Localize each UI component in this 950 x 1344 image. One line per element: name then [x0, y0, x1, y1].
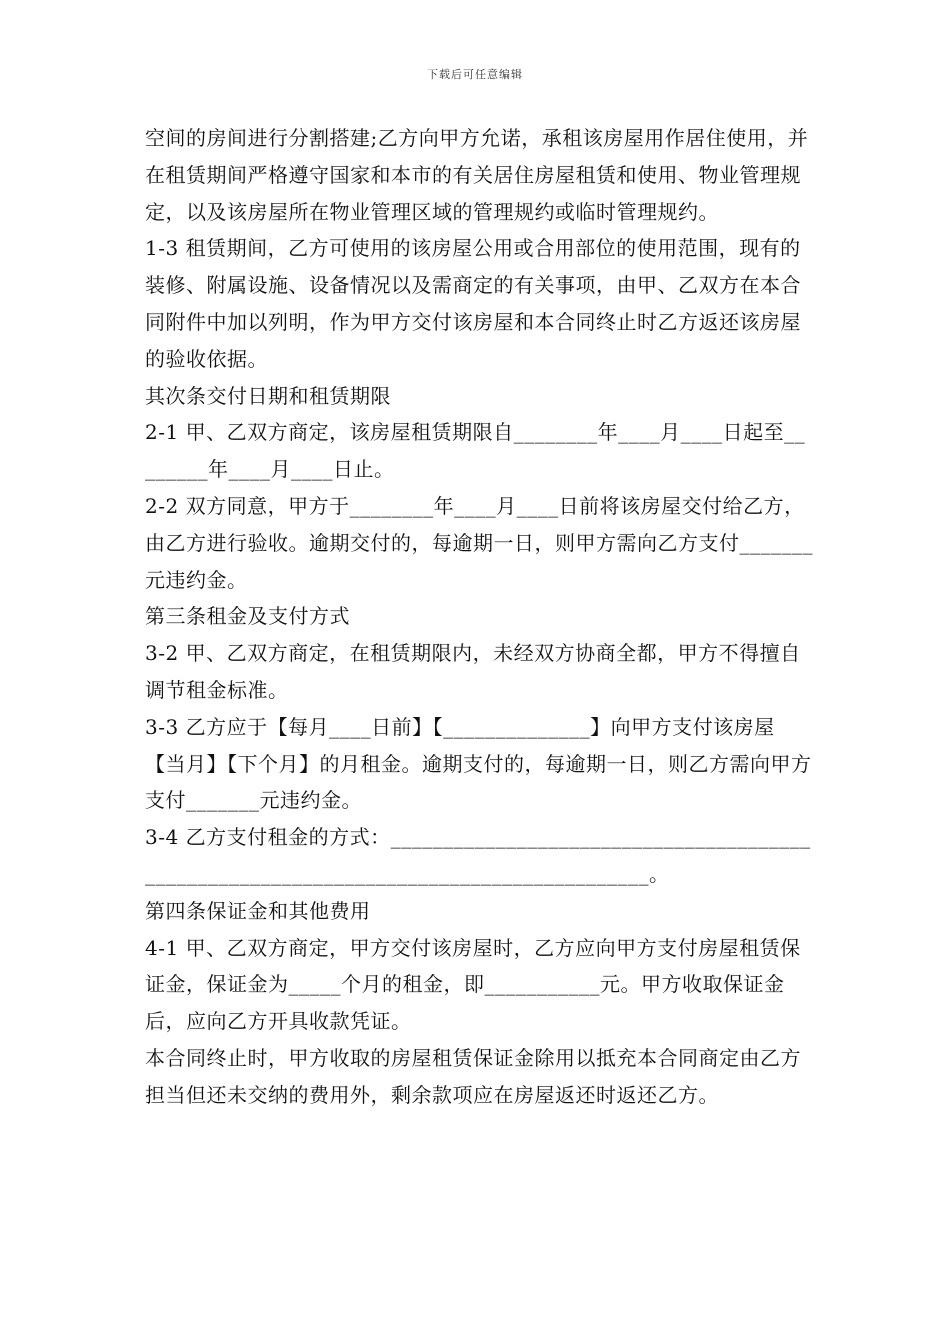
article-2-heading: 其次条交付日期和租赁期限: [145, 383, 391, 408]
page-header: 下载后可任意编辑: [427, 68, 523, 81]
clause-2-2: 2-2 双方同意，甲方于________年____月____日前将该房屋交付给乙方，由乙方进行验收。逾期交付的，每逾期一日，则甲方需向乙方支付_______元违约金。: [145, 493, 813, 592]
paragraph-deposit-return: 本合同终止时，甲方收取的房屋租赁保证金除用以抵充本合同商定由乙方担当但还未交纳的费用外，剩余款项应在房屋返还时返还乙方。: [145, 1045, 801, 1107]
clause-3-3: 3-3 乙方应于【每月____日前】【______________】向甲方支付该房屋【当月】【下个月】的月租金。逾期支付的，每逾期一日，则乙方需向甲方支付_______元违约金。: [145, 714, 812, 813]
clause-1-3: 1-3 租赁期间，乙方可使用的该房屋公用或合用部位的使用范围，现有的装修、附属设施、设备情况以及需商定的有关事项，由甲、乙双方在本合同附件中加以列明，作为甲方交付该房屋和本合同终止时乙方返还该房屋的验收依据。: [145, 236, 801, 371]
article-3-heading: 第三条租金及支付方式: [145, 604, 350, 629]
document-body: [145, 120, 815, 1114]
paragraph-space-partition: 空间的房间进行分割搭建;乙方向甲方允诺，承租该房屋用作居住使用，并在租赁期间严格遵守国家和本市的有关居住房屋租赁和使用、物业管理规定，以及该房屋所在物业管理区域的管理规约或临时管理规约。: [145, 126, 809, 224]
clause-2-1: 2-1 甲、乙双方商定，该房屋租赁期限自________年____月____日起至________年____月____日止。: [145, 420, 806, 482]
clause-4-1: 4-1 甲、乙双方商定，甲方交付该房屋时，乙方应向甲方支付房屋租赁保证金，保证金为_____个月的租金，即___________元。甲方收取保证金后，应向乙方开具收款凭证。: [145, 935, 801, 1034]
article-4-heading: 第四条保证金和其他费用: [145, 898, 371, 923]
clause-3-2: 3-2 甲、乙双方商定，在租赁期限内，未经双方协商全都，甲方不得擅自调节租金标准。: [145, 641, 801, 702]
clause-3-4: 3-4 乙方支付租金的方式：________________________________________________________________________________________。: [145, 825, 811, 886]
